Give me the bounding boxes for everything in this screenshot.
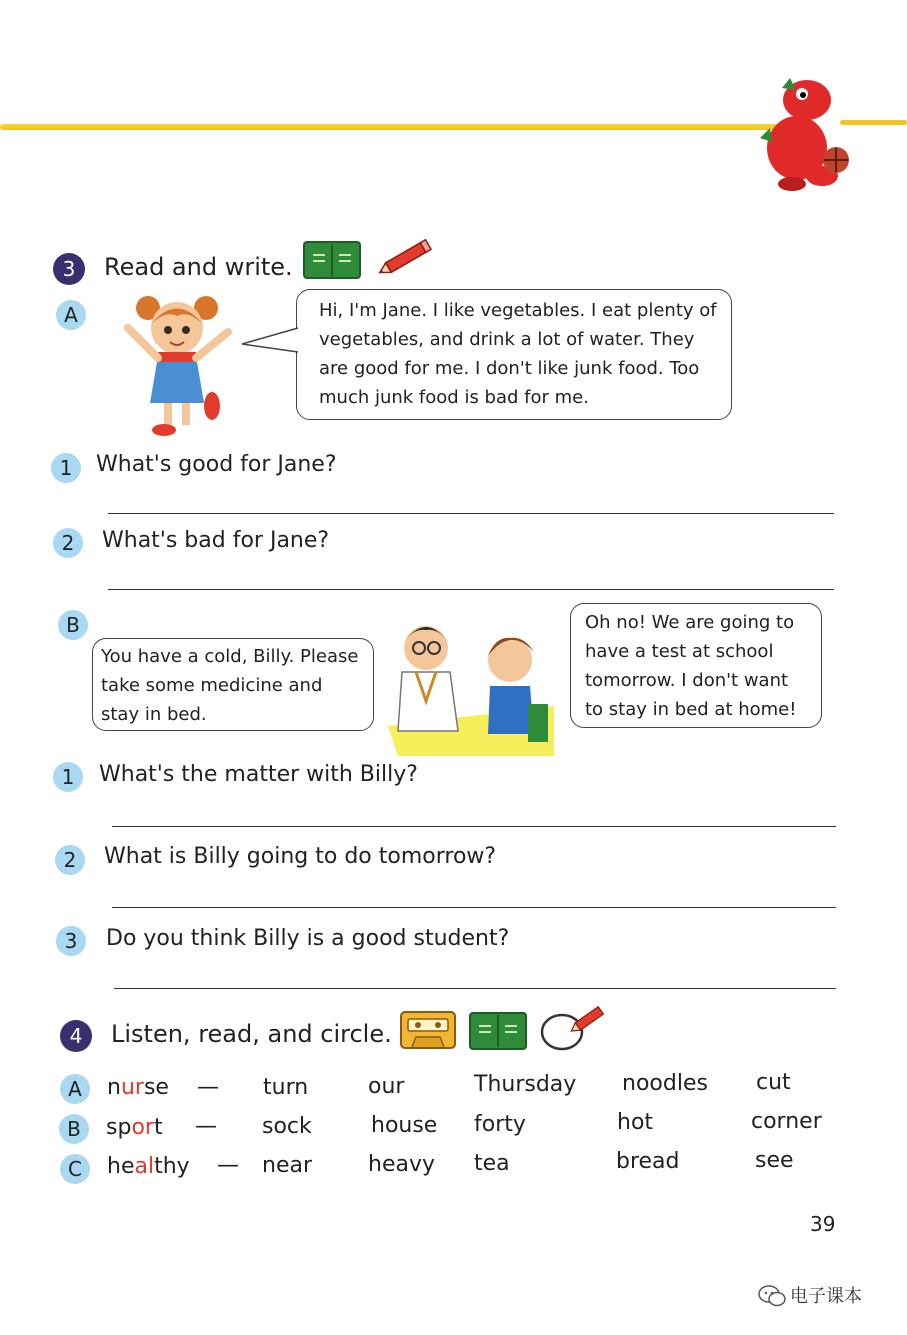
choice-word[interactable]: cut [756, 1070, 791, 1095]
row-label: A [60, 1074, 90, 1104]
key-word [107, 1154, 190, 1179]
section-title: Listen, read, and circle. [111, 1020, 392, 1048]
question-text: What's bad for Jane? [102, 528, 330, 553]
answer-line[interactable] [108, 513, 834, 514]
choice-word[interactable]: our [368, 1074, 405, 1099]
part-label-a: A [56, 300, 86, 330]
question-text: What's good for Jane? [96, 452, 337, 477]
part-label-b: B [58, 610, 88, 640]
key-word-highlight: ur [120, 1075, 144, 1100]
question-number: 1 [53, 762, 83, 792]
key-word-pre: he [107, 1154, 135, 1179]
key-word-pre: n [107, 1075, 121, 1100]
dash: — [217, 1153, 239, 1178]
choice-word[interactable]: near [262, 1153, 313, 1178]
brand-name: 电子课本 [790, 1286, 862, 1307]
doctor-billy-illustration [378, 606, 554, 756]
top-divider [0, 124, 790, 130]
key-word [106, 1115, 163, 1140]
jane-speech-bubble: Hi, I'm Jane. I like vegetables. I eat plenty of vegetables, and drink a lot of water. They are good for me. I don't like junk food. Too much junk food is bad for me. [296, 289, 732, 420]
key-word-post: se [143, 1075, 169, 1100]
choice-word[interactable]: heavy [368, 1152, 435, 1177]
open-book-icon [469, 1012, 527, 1050]
row-label: B [59, 1114, 89, 1144]
row-label: C [60, 1154, 90, 1184]
choice-word[interactable]: Thursday [474, 1072, 577, 1097]
open-book-icon [303, 241, 361, 279]
choice-word[interactable]: corner [751, 1109, 822, 1134]
choice-word[interactable]: see [755, 1148, 794, 1173]
cassette-icon [400, 1011, 456, 1049]
dash: — [197, 1075, 219, 1100]
question-number: 2 [53, 528, 83, 558]
choice-word[interactable]: noodles [622, 1071, 708, 1096]
section-number: 4 [60, 1020, 92, 1052]
question-text: What is Billy going to do tomorrow? [104, 844, 497, 869]
key-word-pre: sp [106, 1115, 132, 1140]
section-title: Read and write. [104, 253, 293, 281]
choice-word[interactable]: tea [474, 1151, 510, 1176]
key-word [107, 1075, 169, 1100]
choice-word[interactable]: hot [617, 1110, 654, 1135]
page-number: 39 [810, 1212, 836, 1236]
question-text: What's the matter with Billy? [99, 762, 418, 787]
circle-pencil-icon [538, 1002, 610, 1054]
question-text: Do you think Billy is a good student? [106, 926, 510, 951]
choice-word[interactable]: bread [616, 1149, 680, 1174]
bubble-tail [240, 326, 300, 356]
wechat-icon [758, 1284, 786, 1308]
key-word-highlight: al [134, 1154, 155, 1179]
answer-line[interactable] [114, 988, 836, 989]
question-number: 1 [51, 453, 81, 483]
jane-illustration [118, 288, 236, 443]
key-word-post: thy [154, 1154, 190, 1179]
answer-line[interactable] [112, 826, 836, 827]
pencil-icon [376, 236, 436, 280]
choice-word[interactable]: sock [262, 1114, 312, 1139]
answer-line[interactable] [108, 589, 834, 590]
dragon-mascot-icon [752, 68, 852, 193]
choice-word[interactable]: house [371, 1113, 438, 1138]
doctor-speech-bubble: You have a cold, Billy. Please take some medicine and stay in bed. [92, 638, 374, 731]
answer-line[interactable] [112, 907, 836, 908]
choice-word[interactable]: turn [263, 1075, 309, 1100]
key-word-highlight: or [131, 1115, 154, 1140]
key-word-post: t [153, 1115, 163, 1140]
choice-word[interactable]: forty [474, 1112, 526, 1137]
billy-speech-bubble: Oh no! We are going to have a test at school tomorrow. I don't want to stay in bed at home! [570, 603, 822, 728]
section-number: 3 [53, 253, 85, 285]
question-number: 2 [55, 845, 85, 875]
dash: — [195, 1114, 217, 1139]
question-number: 3 [56, 926, 86, 956]
